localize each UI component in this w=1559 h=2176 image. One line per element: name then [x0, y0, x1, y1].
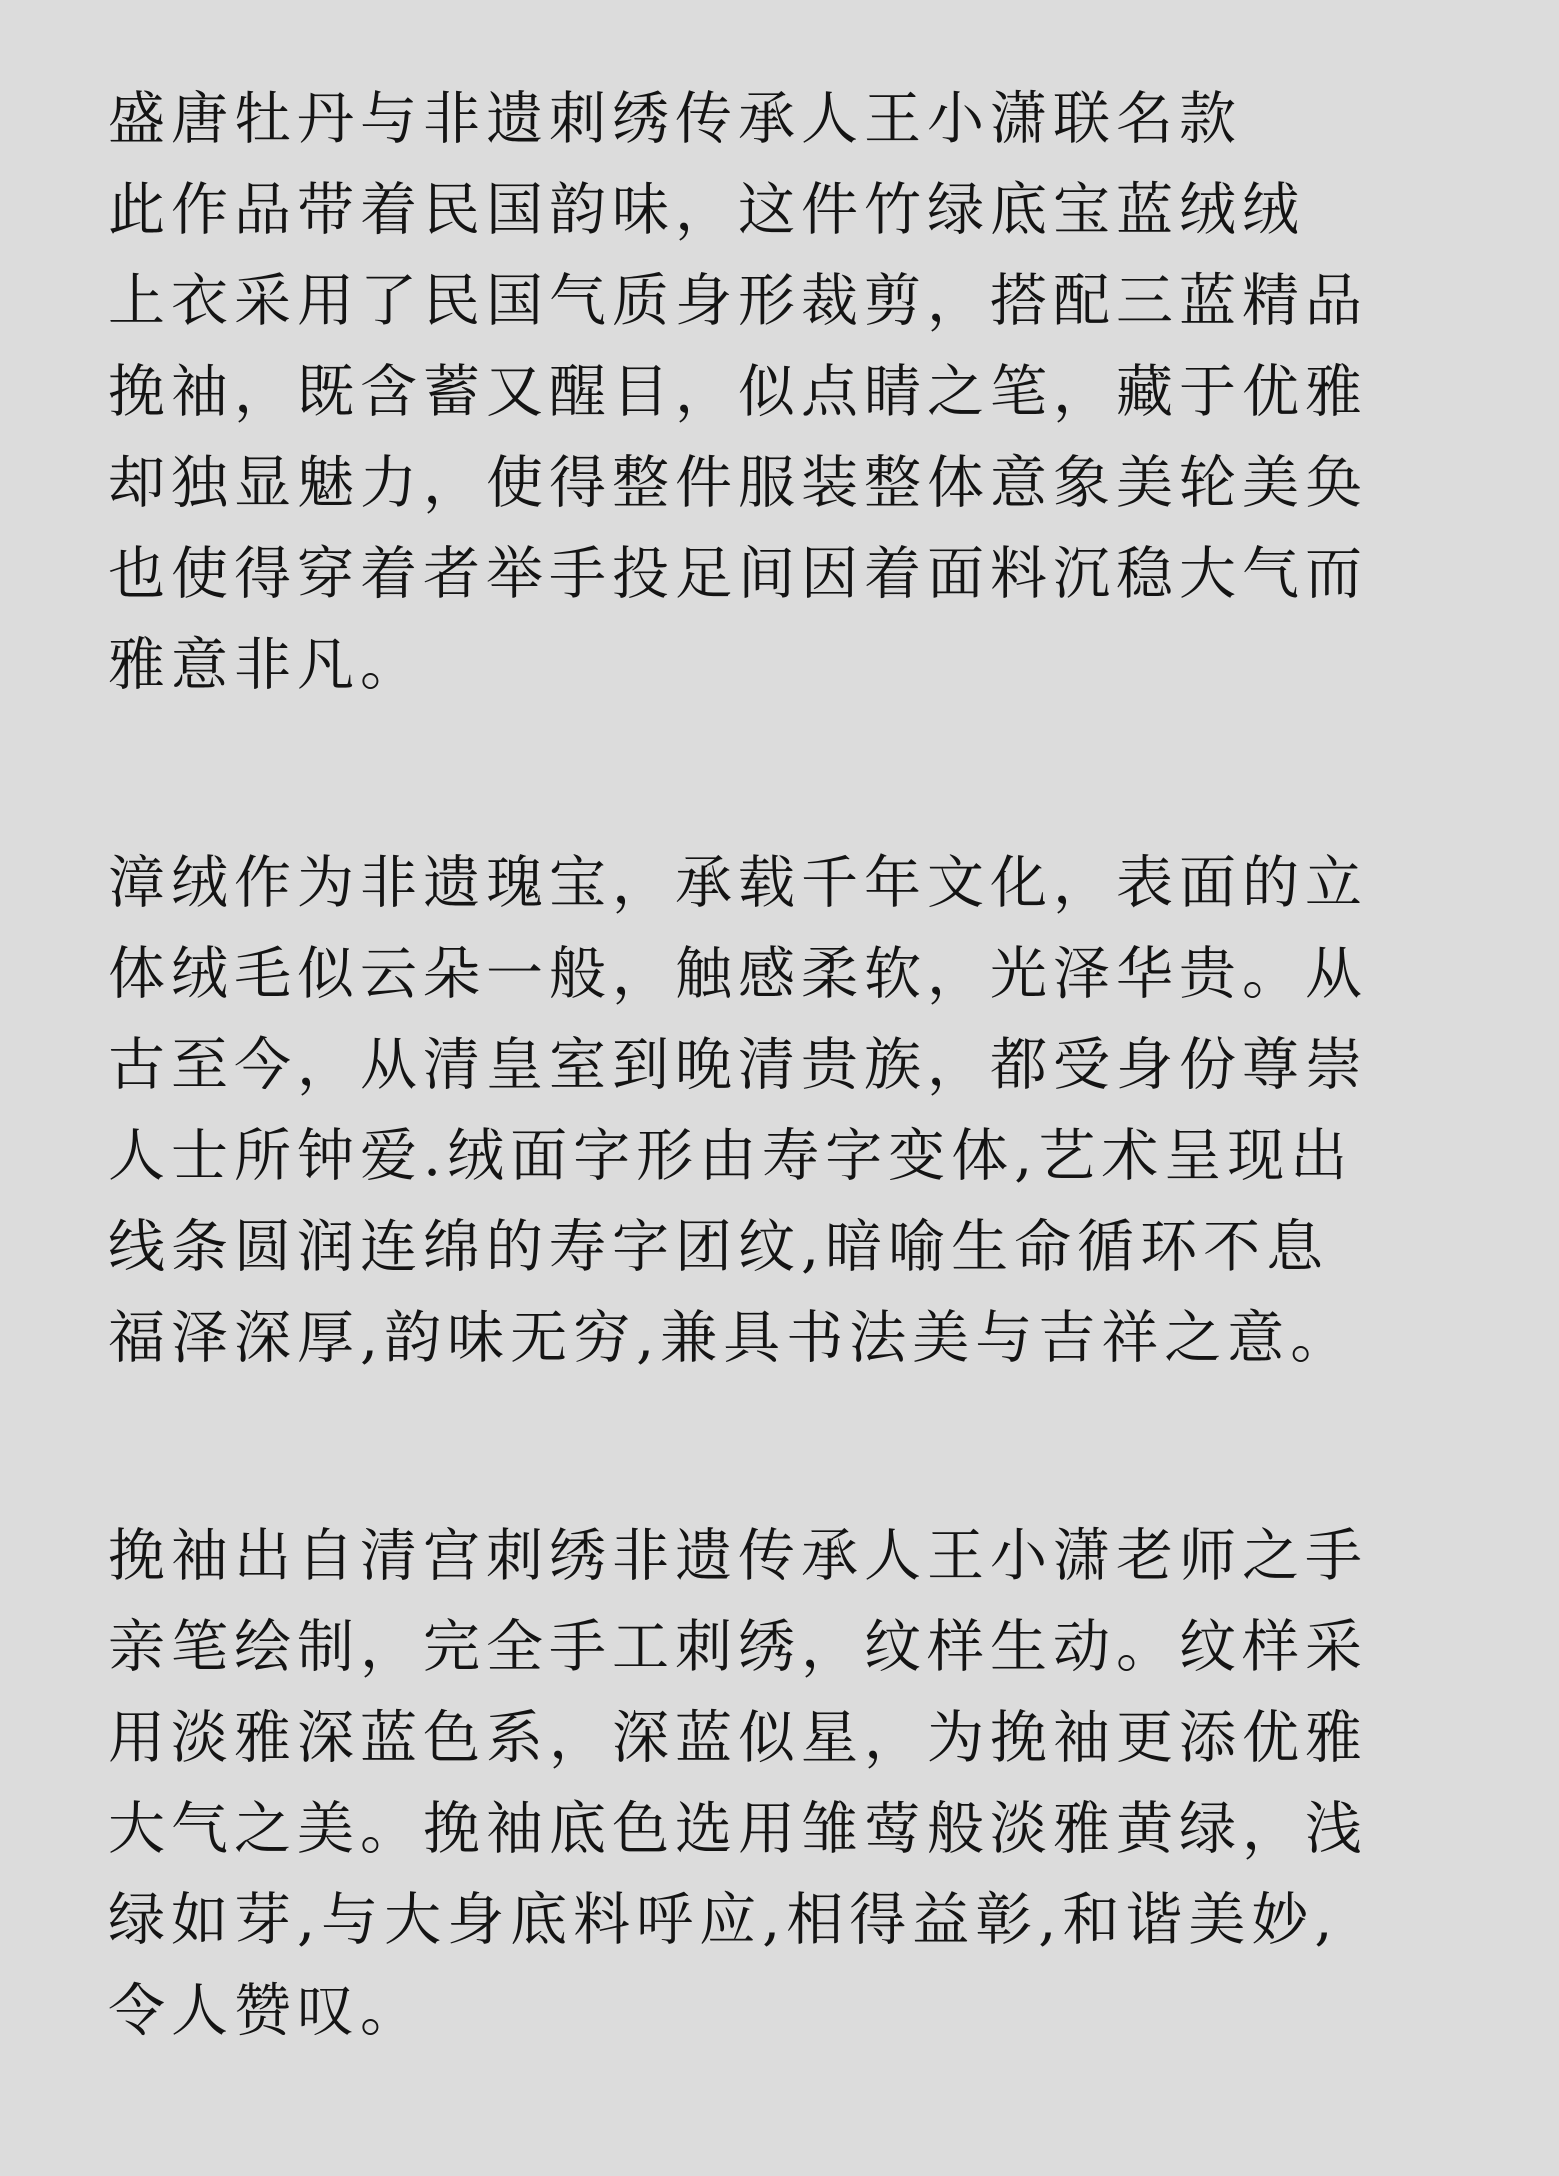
text-line: 绿如芽,与大身底料呼应,相得益彰,和谐美妙, — [108, 1887, 1339, 1953]
paragraph-spacer — [108, 711, 1428, 838]
text-line: 令人赞叹。 — [108, 1978, 423, 2044]
paragraph-spacer — [108, 1384, 1428, 1511]
text-line: 此作品带着民国韵味，这件竹绿底宝蓝绒绒 — [108, 177, 1305, 243]
text-line: 体绒毛似云朵一般，触感柔软，光泽华贵。从 — [108, 941, 1368, 1007]
text-line: 上衣采用了民国气质身形裁剪，搭配三蓝精品 — [108, 268, 1368, 334]
text-line: 古至今，从清皇室到晚清贵族，都受身份尊崇 — [108, 1032, 1368, 1098]
text-line: 用淡雅深蓝色系，深蓝似星，为挽袖更添优雅 — [108, 1705, 1368, 1771]
paragraph-2 — [108, 838, 1428, 1384]
text-line: 挽袖，既含蓄又醒目，似点睛之笔，藏于优雅 — [108, 359, 1368, 425]
text-line: 人士所钟爱.绒面字形由寿字变体,艺术呈现出 — [108, 1123, 1354, 1189]
text-body — [108, 74, 1428, 2057]
text-line: 漳绒作为非遗瑰宝，承载千年文化，表面的立 — [108, 850, 1368, 916]
text-line: 却独显魅力，使得整件服装整体意象美轮美奂 — [108, 450, 1368, 516]
paragraph-1 — [108, 74, 1428, 711]
text-line: 线条圆润连绵的寿字团纹,暗喻生命循环不息 — [108, 1214, 1330, 1280]
paragraph-3 — [108, 1511, 1428, 2057]
text-line: 亲笔绘制，完全手工刺绣，纹样生动。纹样采 — [108, 1614, 1368, 1680]
text-line: 挽袖出自清宫刺绣非遗传承人王小潇老师之手 — [108, 1523, 1368, 1589]
text-line: 福泽深厚,韵味无穷,兼具书法美与吉祥之意。 — [108, 1305, 1354, 1371]
text-line: 大气之美。挽袖底色选用雏莺般淡雅黄绿，浅 — [108, 1796, 1368, 1862]
text-line: 也使得穿着者举手投足间因着面料沉稳大气而 — [108, 541, 1368, 607]
text-line: 盛唐牡丹与非遗刺绣传承人王小潇联名款 — [108, 86, 1242, 152]
text-line: 雅意非凡。 — [108, 632, 423, 698]
